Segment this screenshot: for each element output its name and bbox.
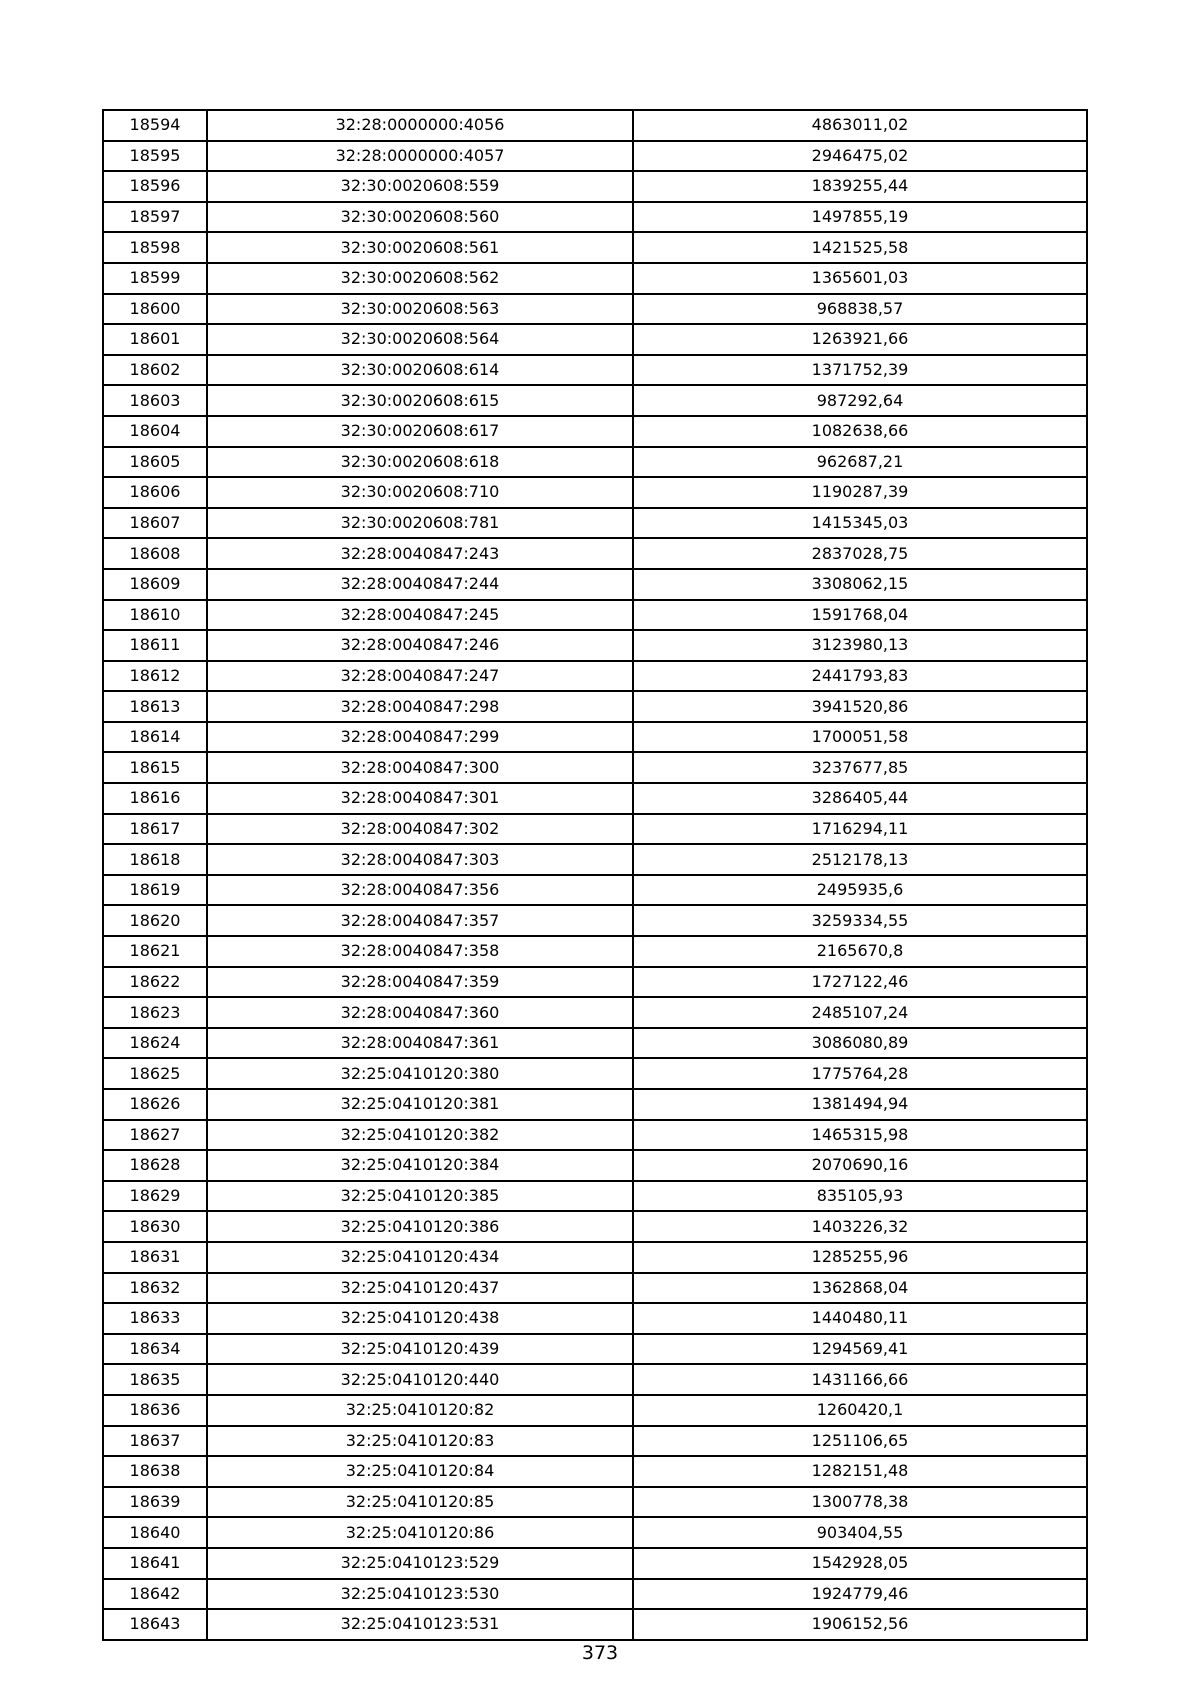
value-cell: 1381494,94 (633, 1089, 1087, 1120)
table-row (103, 263, 1087, 294)
row-number-cell: 18612 (103, 661, 207, 692)
value-cell: 1465315,98 (633, 1120, 1087, 1151)
value-cell: 987292,64 (633, 385, 1087, 416)
cadastral-number-cell: 32:28:0040847:300 (207, 752, 633, 783)
value-cell: 1700051,58 (633, 722, 1087, 753)
cadastral-number-cell: 32:30:0020608:781 (207, 508, 633, 539)
table-row (103, 1456, 1087, 1487)
row-number-cell: 18643 (103, 1609, 207, 1640)
table-row (103, 1028, 1087, 1059)
cadastral-number-cell: 32:30:0020608:559 (207, 171, 633, 202)
value-cell: 1421525,58 (633, 232, 1087, 263)
table-row (103, 967, 1087, 998)
value-cell: 962687,21 (633, 447, 1087, 478)
row-number-cell: 18600 (103, 294, 207, 325)
cadastral-number-cell: 32:30:0020608:564 (207, 324, 633, 355)
cadastral-number-cell: 32:30:0020608:560 (207, 202, 633, 233)
row-number-cell: 18597 (103, 202, 207, 233)
cadastral-number-cell: 32:25:0410120:438 (207, 1303, 633, 1334)
table-row (103, 1303, 1087, 1334)
registry-table-body (103, 110, 1087, 1640)
table-row (103, 1242, 1087, 1273)
table-row (103, 1426, 1087, 1457)
value-cell: 3941520,86 (633, 691, 1087, 722)
table-row (103, 171, 1087, 202)
cadastral-number-cell: 32:28:0040847:298 (207, 691, 633, 722)
value-cell: 1906152,56 (633, 1609, 1087, 1640)
cadastral-number-cell: 32:28:0000000:4057 (207, 141, 633, 172)
row-number-cell: 18630 (103, 1211, 207, 1242)
cadastral-number-cell: 32:30:0020608:562 (207, 263, 633, 294)
value-cell: 1591768,04 (633, 600, 1087, 631)
row-number-cell: 18622 (103, 967, 207, 998)
value-cell: 2837028,75 (633, 538, 1087, 569)
value-cell: 3237677,85 (633, 752, 1087, 783)
row-number-cell: 18625 (103, 1058, 207, 1089)
table-row (103, 752, 1087, 783)
cadastral-number-cell: 32:28:0040847:356 (207, 875, 633, 906)
cadastral-number-cell: 32:25:0410120:82 (207, 1395, 633, 1426)
value-cell: 1924779,46 (633, 1579, 1087, 1610)
row-number-cell: 18603 (103, 385, 207, 416)
value-cell: 1371752,39 (633, 355, 1087, 386)
row-number-cell: 18610 (103, 600, 207, 631)
table-row (103, 1181, 1087, 1212)
row-number-cell: 18624 (103, 1028, 207, 1059)
row-number-cell: 18627 (103, 1120, 207, 1151)
table-row (103, 1120, 1087, 1151)
table-row (103, 1211, 1087, 1242)
value-cell: 1282151,48 (633, 1456, 1087, 1487)
row-number-cell: 18640 (103, 1517, 207, 1548)
row-number-cell: 18635 (103, 1364, 207, 1395)
table-row (103, 661, 1087, 692)
row-number-cell: 18594 (103, 110, 207, 141)
cadastral-number-cell: 32:30:0020608:617 (207, 416, 633, 447)
row-number-cell: 18606 (103, 477, 207, 508)
table-row (103, 1609, 1087, 1640)
cadastral-number-cell: 32:28:0000000:4056 (207, 110, 633, 141)
cadastral-number-cell: 32:25:0410120:83 (207, 1426, 633, 1457)
cadastral-number-cell: 32:28:0040847:358 (207, 936, 633, 967)
row-number-cell: 18629 (103, 1181, 207, 1212)
value-cell: 1415345,03 (633, 508, 1087, 539)
row-number-cell: 18611 (103, 630, 207, 661)
value-cell: 1839255,44 (633, 171, 1087, 202)
row-number-cell: 18641 (103, 1548, 207, 1579)
cadastral-number-cell: 32:25:0410120:386 (207, 1211, 633, 1242)
value-cell: 2946475,02 (633, 141, 1087, 172)
row-number-cell: 18636 (103, 1395, 207, 1426)
cadastral-number-cell: 32:25:0410120:434 (207, 1242, 633, 1273)
value-cell: 1300778,38 (633, 1487, 1087, 1518)
table-row (103, 630, 1087, 661)
row-number-cell: 18599 (103, 263, 207, 294)
table-row (103, 1150, 1087, 1181)
cadastral-number-cell: 32:28:0040847:247 (207, 661, 633, 692)
cadastral-number-cell: 32:28:0040847:361 (207, 1028, 633, 1059)
table-row (103, 814, 1087, 845)
row-number-cell: 18619 (103, 875, 207, 906)
table-row (103, 783, 1087, 814)
table-row (103, 691, 1087, 722)
row-number-cell: 18623 (103, 997, 207, 1028)
cadastral-number-cell: 32:30:0020608:561 (207, 232, 633, 263)
cadastral-number-cell: 32:25:0410120:84 (207, 1456, 633, 1487)
value-cell: 3308062,15 (633, 569, 1087, 600)
value-cell: 1285255,96 (633, 1242, 1087, 1273)
value-cell: 1542928,05 (633, 1548, 1087, 1579)
cadastral-number-cell: 32:25:0410120:440 (207, 1364, 633, 1395)
value-cell: 1497855,19 (633, 202, 1087, 233)
cadastral-number-cell: 32:30:0020608:615 (207, 385, 633, 416)
table-row (103, 1058, 1087, 1089)
table-row (103, 385, 1087, 416)
table-row (103, 1579, 1087, 1610)
row-number-cell: 18605 (103, 447, 207, 478)
row-number-cell: 18616 (103, 783, 207, 814)
table-row (103, 600, 1087, 631)
cadastral-number-cell: 32:25:0410120:85 (207, 1487, 633, 1518)
cadastral-number-cell: 32:28:0040847:303 (207, 844, 633, 875)
table-row (103, 232, 1087, 263)
value-cell: 2512178,13 (633, 844, 1087, 875)
value-cell: 3123980,13 (633, 630, 1087, 661)
table-row (103, 1395, 1087, 1426)
value-cell: 1775764,28 (633, 1058, 1087, 1089)
row-number-cell: 18607 (103, 508, 207, 539)
row-number-cell: 18598 (103, 232, 207, 263)
cadastral-number-cell: 32:30:0020608:710 (207, 477, 633, 508)
cadastral-number-cell: 32:25:0410120:86 (207, 1517, 633, 1548)
table-row (103, 141, 1087, 172)
value-cell: 1727122,46 (633, 967, 1087, 998)
row-number-cell: 18614 (103, 722, 207, 753)
table-row (103, 844, 1087, 875)
row-number-cell: 18601 (103, 324, 207, 355)
table-row (103, 1487, 1087, 1518)
row-number-cell: 18602 (103, 355, 207, 386)
cadastral-number-cell: 32:25:0410120:439 (207, 1334, 633, 1365)
table-row (103, 1517, 1087, 1548)
cadastral-number-cell: 32:28:0040847:245 (207, 600, 633, 631)
value-cell: 1294569,41 (633, 1334, 1087, 1365)
row-number-cell: 18617 (103, 814, 207, 845)
row-number-cell: 18632 (103, 1273, 207, 1304)
row-number-cell: 18596 (103, 171, 207, 202)
value-cell: 2165670,8 (633, 936, 1087, 967)
table-row (103, 110, 1087, 141)
table-row (103, 324, 1087, 355)
table-row (103, 997, 1087, 1028)
value-cell: 2070690,16 (633, 1150, 1087, 1181)
cadastral-number-cell: 32:28:0040847:357 (207, 905, 633, 936)
cadastral-number-cell: 32:30:0020608:614 (207, 355, 633, 386)
table-row (103, 355, 1087, 386)
row-number-cell: 18628 (103, 1150, 207, 1181)
row-number-cell: 18615 (103, 752, 207, 783)
row-number-cell: 18620 (103, 905, 207, 936)
cadastral-number-cell: 32:25:0410120:381 (207, 1089, 633, 1120)
row-number-cell: 18608 (103, 538, 207, 569)
table-row (103, 875, 1087, 906)
cadastral-number-cell: 32:28:0040847:359 (207, 967, 633, 998)
row-number-cell: 18637 (103, 1426, 207, 1457)
value-cell: 903404,55 (633, 1517, 1087, 1548)
cadastral-number-cell: 32:28:0040847:246 (207, 630, 633, 661)
value-cell: 835105,93 (633, 1181, 1087, 1212)
row-number-cell: 18595 (103, 141, 207, 172)
page-number: 373 (581, 1642, 619, 1664)
cadastral-number-cell: 32:25:0410123:531 (207, 1609, 633, 1640)
row-number-cell: 18639 (103, 1487, 207, 1518)
cadastral-number-cell: 32:25:0410120:380 (207, 1058, 633, 1089)
cadastral-number-cell: 32:30:0020608:563 (207, 294, 633, 325)
table-row (103, 538, 1087, 569)
cadastral-number-cell: 32:25:0410120:382 (207, 1120, 633, 1151)
value-cell: 1251106,65 (633, 1426, 1087, 1457)
table-row (103, 905, 1087, 936)
row-number-cell: 18618 (103, 844, 207, 875)
cadastral-number-cell: 32:28:0040847:299 (207, 722, 633, 753)
cadastral-number-cell: 32:25:0410120:385 (207, 1181, 633, 1212)
row-number-cell: 18621 (103, 936, 207, 967)
cadastral-number-cell: 32:28:0040847:360 (207, 997, 633, 1028)
cadastral-number-cell: 32:28:0040847:243 (207, 538, 633, 569)
row-number-cell: 18631 (103, 1242, 207, 1273)
table-row (103, 1364, 1087, 1395)
row-number-cell: 18613 (103, 691, 207, 722)
value-cell: 968838,57 (633, 294, 1087, 325)
value-cell: 1260420,1 (633, 1395, 1087, 1426)
value-cell: 3286405,44 (633, 783, 1087, 814)
registry-table (102, 109, 1088, 1641)
table-row (103, 508, 1087, 539)
value-cell: 1440480,11 (633, 1303, 1087, 1334)
value-cell: 2485107,24 (633, 997, 1087, 1028)
row-number-cell: 18633 (103, 1303, 207, 1334)
value-cell: 4863011,02 (633, 110, 1087, 141)
cadastral-number-cell: 32:25:0410120:437 (207, 1273, 633, 1304)
value-cell: 1716294,11 (633, 814, 1087, 845)
cadastral-number-cell: 32:25:0410120:384 (207, 1150, 633, 1181)
row-number-cell: 18609 (103, 569, 207, 600)
cadastral-number-cell: 32:28:0040847:302 (207, 814, 633, 845)
value-cell: 3259334,55 (633, 905, 1087, 936)
value-cell: 1190287,39 (633, 477, 1087, 508)
table-row (103, 202, 1087, 233)
value-cell: 1362868,04 (633, 1273, 1087, 1304)
table-row (103, 477, 1087, 508)
table-row (103, 1334, 1087, 1365)
cadastral-number-cell: 32:28:0040847:244 (207, 569, 633, 600)
row-number-cell: 18634 (103, 1334, 207, 1365)
value-cell: 1403226,32 (633, 1211, 1087, 1242)
value-cell: 1263921,66 (633, 324, 1087, 355)
value-cell: 1365601,03 (633, 263, 1087, 294)
table-row (103, 936, 1087, 967)
row-number-cell: 18642 (103, 1579, 207, 1610)
table-row (103, 1089, 1087, 1120)
value-cell: 2495935,6 (633, 875, 1087, 906)
table-row (103, 416, 1087, 447)
table-row (103, 569, 1087, 600)
row-number-cell: 18626 (103, 1089, 207, 1120)
table-row (103, 447, 1087, 478)
table-row (103, 722, 1087, 753)
value-cell: 1082638,66 (633, 416, 1087, 447)
table-row (103, 1548, 1087, 1579)
cadastral-number-cell: 32:30:0020608:618 (207, 447, 633, 478)
cadastral-number-cell: 32:28:0040847:301 (207, 783, 633, 814)
cadastral-number-cell: 32:25:0410123:530 (207, 1579, 633, 1610)
value-cell: 2441793,83 (633, 661, 1087, 692)
table-row (103, 294, 1087, 325)
row-number-cell: 18638 (103, 1456, 207, 1487)
cadastral-number-cell: 32:25:0410123:529 (207, 1548, 633, 1579)
table-row (103, 1273, 1087, 1304)
value-cell: 1431166,66 (633, 1364, 1087, 1395)
value-cell: 3086080,89 (633, 1028, 1087, 1059)
row-number-cell: 18604 (103, 416, 207, 447)
